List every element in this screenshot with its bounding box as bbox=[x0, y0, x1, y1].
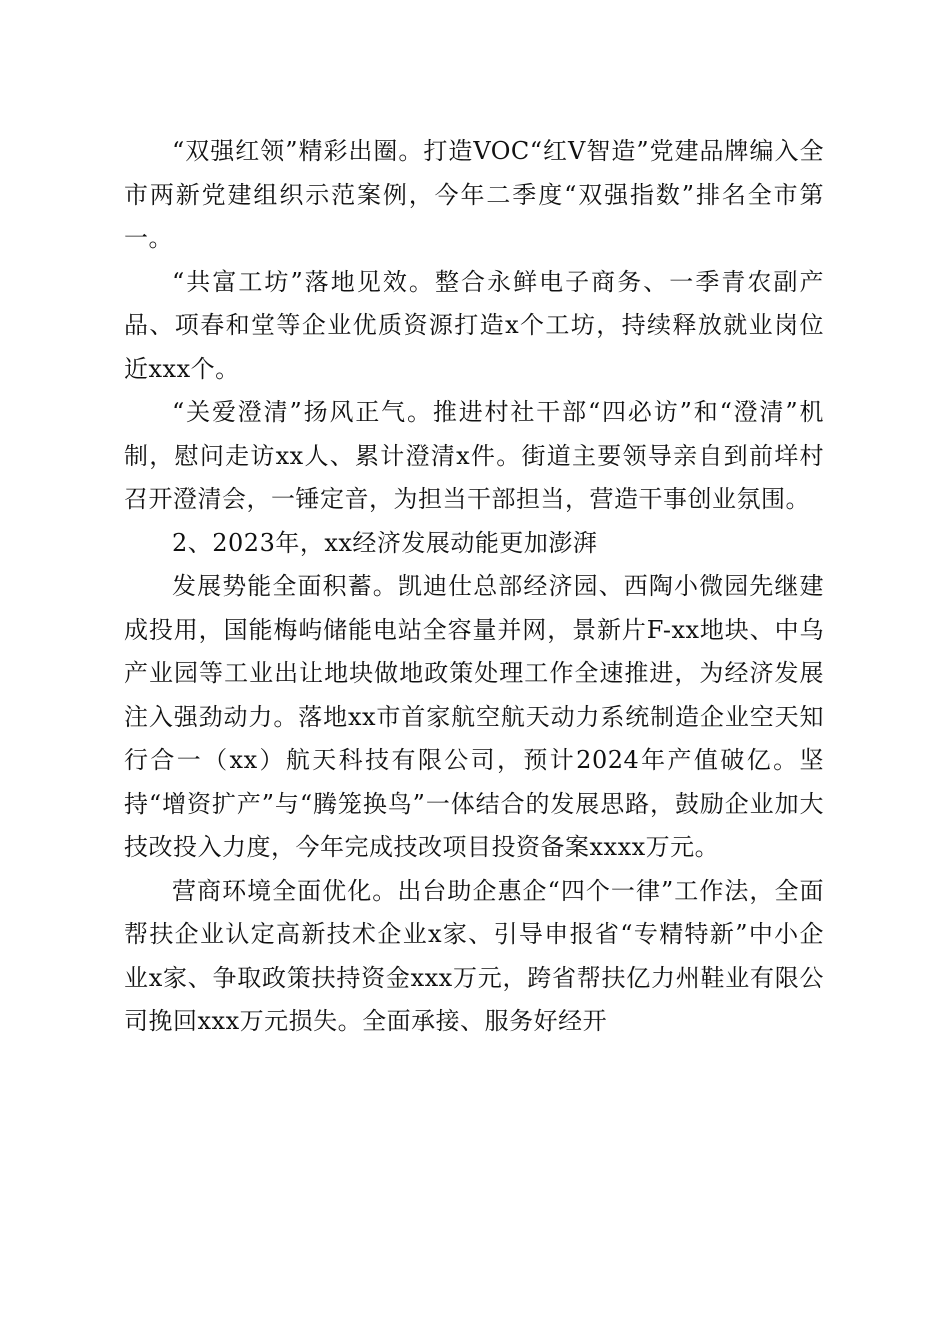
document-body bbox=[124, 130, 824, 1044]
paragraph-guanai: “关爱澄清”扬风正气。推进村社干部“四必访”和“澄清”机制，慰问走访xx人、累计澄清x件。街道主要领导亲自到前垟村召开澄清会，一锤定音，为担当干部担当，营造干事创业氛围。 bbox=[124, 398, 824, 513]
paragraph-gongfu: “共富工坊”落地见效。整合永鲜电子商务、一季青农副产品、项春和堂等企业优质资源打造x个工坊，持续释放就业岗位近xxx个。 bbox=[124, 267, 824, 383]
section-heading: 2、2023年，xx经济发展动能更加澎湃 bbox=[172, 528, 598, 557]
paragraph-yingshang: 营商环境全面优化。出台助企惠企“四个一律”工作法，全面帮扶企业认定高新技术企业x家、引导申报省“专精特新”中小企业x家、争取政策扶持资金xxx万元，跨省帮扶亿力州鞋业有限公司挽回xxx万元损失。全面承接、服务好经开 bbox=[124, 876, 824, 1035]
paragraph-fazhan: 发展势能全面积蓄。凯迪仕总部经济园、西陶小微园先继建成投用，国能梅屿储能电站全容量并网，景新片F-xx地块、中乌产业园等工业出让地块做地政策处理工作全速推进，为经济发展注入强劲动力。落地xx市首家航空航天动力系统制造企业空天知行合一（xx）航天科技有限公司，预计2024年产值破亿。坚持“增资扩产”与“腾笼换鸟”一体结合的发展思路，鼓励企业加大技改投入力度，今年完成技改项目投资备案xxxx万元。 bbox=[124, 572, 824, 861]
paragraph-shuangqiang: “双强红领”精彩出圈。打造VOC“红V智造”党建品牌编入全市两新党建组织示范案例，今年二季度“双强指数”排名全市第一。 bbox=[124, 137, 824, 252]
